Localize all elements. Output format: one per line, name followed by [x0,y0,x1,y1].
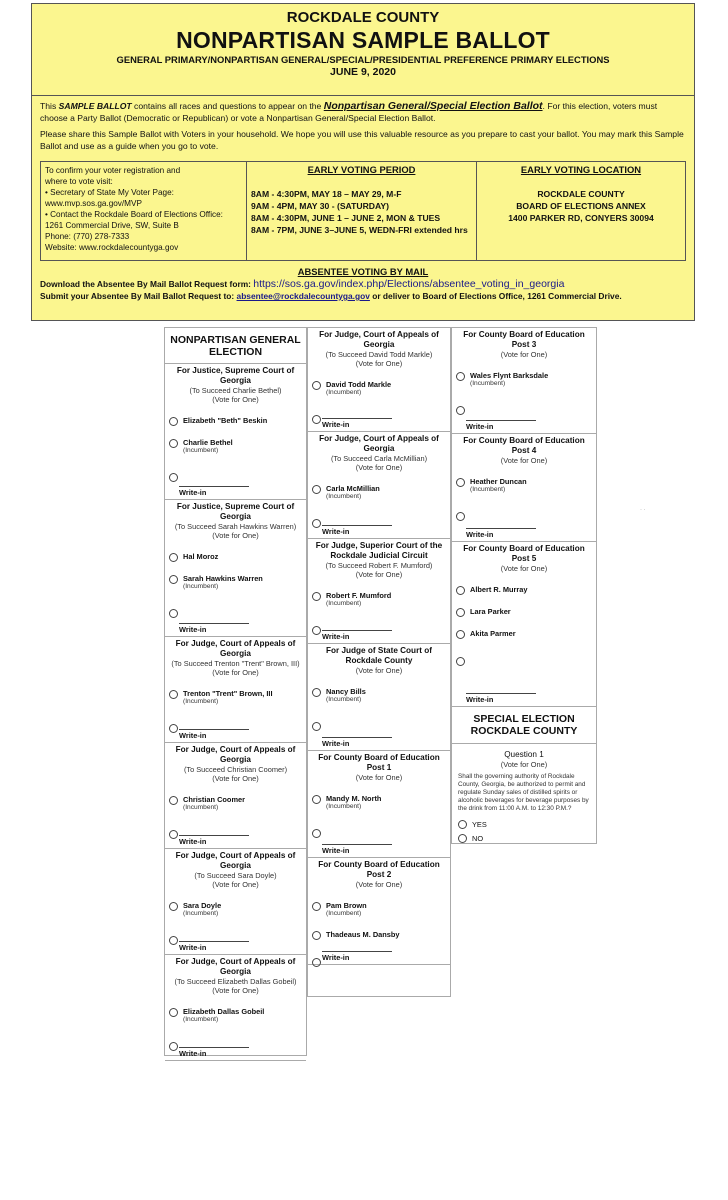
ballot-oval[interactable] [312,519,321,528]
candidate-option[interactable] [308,380,450,397]
vote-for-one: (Vote for One) [500,564,548,573]
incumbent-label: (Incumbent) [183,583,219,590]
race-contest [308,751,450,858]
intro-text-part: . For this election, voters must choose a Party Ballot (Democratic or Republican) or vote a Nonpartisan General/Special Election Ballot. [40,101,658,123]
candidate-option[interactable] [452,371,596,388]
race-header [165,364,306,404]
write-in-label: Write-in [179,486,249,497]
incumbent-label: (Incumbent) [326,600,362,607]
registration-info [41,162,247,260]
incumbent-label: (Incumbent) [326,910,362,917]
special-election-title: SPECIAL ELECTION ROCKDALE COUNTY [452,707,596,744]
early-voting-period-line: 8AM - 7PM, JUNE 3–JUNE 5, WEDN-FRI extended hrs [251,225,468,235]
ballot-column-3 [451,327,597,844]
vote-for-one: (Vote for One) [355,666,403,675]
race-contest [452,328,596,434]
candidate-option[interactable] [165,416,306,426]
registration-line: where to vote visit: [45,177,113,186]
race-header [452,328,596,359]
race-title: For Judge of State Court of Rockdale County [326,646,432,665]
race-contest [165,955,306,1061]
candidate-name: Elizabeth "Beth" Beskin [183,416,268,425]
candidate-text [183,438,233,455]
absentee-heading: ABSENTEE VOTING BY MAIL [297,266,429,277]
vote-for-one: (Vote for One) [212,395,259,404]
candidate-text [183,552,218,561]
race-succeed-note: (To Succeed Christian Coomer) [183,765,288,774]
race-succeed-note: (To Succeed Sara Doyle) [194,871,277,880]
race-list [165,364,306,1061]
race-title: For Judge, Court of Appeals of Georgia [175,745,296,764]
candidate-option[interactable] [165,552,306,562]
race-header [165,500,306,540]
write-in-label: Write-in [179,623,249,634]
section-title: NONPARTISAN GENERAL ELECTION [165,328,306,364]
ballot-column-2 [307,327,451,997]
registration-line: To confirm your voter registration and [45,166,181,175]
election-subtitle: GENERAL PRIMARY/NONPARTISAN GENERAL/SPECIAL/PRESIDENTIAL PREFERENCE PRIMARY ELECTIONS [116,54,610,65]
candidate-option[interactable] [452,607,596,617]
race-contest [165,364,306,500]
county-name: ROCKDALE COUNTY [286,9,440,26]
candidate-option[interactable] [165,795,306,812]
write-in-option[interactable] [165,605,306,623]
ballot-oval[interactable] [169,830,178,839]
candidate-name: Christian Coomer [183,795,246,804]
question-title: Question 1 [504,750,544,759]
race-header [308,328,450,368]
ballot-oval[interactable] [169,690,178,699]
vote-for-one: (Vote for One) [355,570,403,579]
candidate-name: Akita Parmer [470,629,516,638]
ballot-oval[interactable] [312,381,321,390]
incumbent-label: (Incumbent) [326,696,362,703]
race-header [165,637,306,677]
write-in-label: Write-in [322,844,392,855]
ballot-column-1 [164,327,307,1056]
ballot-oval[interactable] [312,795,321,804]
race-contest [165,743,306,849]
ballot-oval[interactable] [312,931,321,940]
ballot-oval[interactable] [458,834,467,843]
write-in-label: Write-in [179,835,249,846]
early-voting-period-heading: EARLY VOTING PERIOD [307,164,416,175]
race-title: For Judge, Court of Appeals of Georgia [175,639,296,658]
race-header [165,743,306,783]
candidate-text [470,585,528,594]
voter-info-table [40,161,686,261]
candidate-name: Carla McMillian [326,484,380,493]
ballot-oval[interactable] [169,724,178,733]
vote-for-one: (Vote for One) [500,456,548,465]
write-in-option[interactable] [308,718,450,736]
absentee-email-link[interactable]: absentee@rockdalecountyga.gov [236,291,370,301]
race-succeed-note: (To Succeed David Todd Markle) [325,350,433,359]
ballot-oval[interactable] [169,609,178,618]
intro-text-part: This [40,101,59,111]
vote-for-one: (Vote for One) [212,668,259,677]
candidate-text [183,689,273,706]
ballot-oval[interactable] [312,415,321,424]
candidate-option[interactable] [165,689,306,706]
race-contest [308,432,450,539]
absentee-submit-label: Submit your Absentee By Mail Ballot Request to: [40,291,237,301]
candidate-name: Trenton "Trent" Brown, III [183,689,273,698]
candidate-name: Elizabeth Dallas Gobeil [183,1007,265,1016]
intro-paragraph-2: Please share this Sample Ballot with Voters in your household. We hope you will use this valuable resource as you prepare to cast your ballot. You may mark this Sample Ballot and use as a guide when you go to vote. [40,129,684,151]
race-header [308,539,450,579]
write-in-label: Write-in [466,420,536,431]
candidate-name: Pam Brown [326,901,367,910]
yes-option[interactable] [452,819,596,829]
candidate-text [183,416,267,425]
candidate-name: Robert F. Mumford [326,591,392,600]
ballot-oval[interactable] [456,586,465,595]
write-in-label: Write-in [466,528,536,539]
early-voting-period-line: 8AM - 4:30PM, JUNE 1 – JUNE 2, MON & TUES [251,213,441,223]
registration-link[interactable]: Website: www.rockdalecountyga.gov [45,243,179,252]
write-in-option[interactable] [452,402,596,420]
candidate-name: Sarah Hawkins Warren [183,574,263,583]
question-text: Shall the governing authority of Rockdale County, Georgia, be authorized to permit and regulate Sunday sales of distilled spirits or alcoholic beverages for beverage purposes by the drink from 11:00 A.M. to 12:30 P.M.? [458,773,589,812]
race-succeed-note: (To Succeed Carla McMillian) [330,454,428,463]
race-header [308,751,450,782]
ballot-oval[interactable] [456,657,465,666]
registration-line: 1261 Commercial Drive, SW, Suite B [45,221,179,230]
candidate-option[interactable] [308,687,450,704]
early-voting-location-line: 1400 PARKER RD, CONYERS 30094 [508,213,654,223]
vote-for-one: (Vote for One) [212,531,259,540]
write-in-label: Write-in [322,737,392,748]
ballot-oval[interactable] [456,478,465,487]
race-header [165,955,306,995]
ballot-oval[interactable] [312,688,321,697]
no-option[interactable] [452,833,596,843]
candidate-name: Thadeaus M. Dansby [326,930,400,939]
write-in-label: Write-in [179,941,249,952]
vote-for-one: (Vote for One) [355,880,403,889]
incumbent-label: (Incumbent) [326,803,362,810]
candidate-text [326,591,391,608]
race-header [308,432,450,472]
no-label: NO [472,833,484,843]
race-title: For Justice, Supreme Court of Georgia [176,502,295,521]
write-in-option[interactable] [452,508,596,526]
registration-line: Phone: (770) 278-7333 [45,232,130,241]
race-contest [452,434,596,542]
absentee-download-link[interactable]: https://sos.ga.gov/index.php/Elections/absentee_voting_in_georgia [253,278,565,290]
candidate-option[interactable] [452,629,596,639]
race-title: For County Board of Education Post 1 [318,753,440,772]
vote-for-one: (Vote for One) [500,350,548,359]
race-header [452,434,596,465]
candidate-name: Heather Duncan [470,477,527,486]
write-in-label: Write-in [322,418,392,429]
candidate-option[interactable] [308,794,450,811]
candidate-option[interactable] [452,585,596,595]
candidate-text [326,484,380,501]
incumbent-label: (Incumbent) [183,1016,219,1023]
candidate-text [470,477,527,494]
ballot-oval[interactable] [169,936,178,945]
candidate-option[interactable] [308,591,450,608]
write-in-label: Write-in [322,525,392,536]
write-in-option[interactable] [165,469,306,487]
write-in-label: Write-in [179,1047,249,1058]
candidate-option[interactable] [165,438,306,455]
candidate-text [183,795,245,812]
candidate-text [326,794,381,811]
registration-line: • Contact the Rockdale Board of Elections Office: [45,210,223,219]
race-title: For Judge, Court of Appeals of Georgia [319,330,439,349]
ballot-oval[interactable] [169,1042,178,1051]
candidate-text [326,687,366,704]
write-in-label: Write-in [322,630,392,641]
question-header [452,744,596,769]
ballot-oval[interactable] [312,626,321,635]
absentee-info [40,266,686,302]
write-in-label: Write-in [179,729,249,740]
ballot-oval[interactable] [169,575,178,584]
candidate-name: Hal Moroz [183,552,219,561]
race-header [308,644,450,675]
candidate-option[interactable] [165,574,306,591]
absentee-download-line [40,278,686,290]
write-in-label: Write-in [466,693,536,704]
race-list [452,328,596,707]
candidate-option[interactable] [308,901,450,918]
registration-link[interactable]: www.mvp.sos.ga.gov/MVP [45,199,142,208]
ballot-oval[interactable] [458,820,467,829]
registration-line: • Secretary of State My Voter Page: [45,188,174,197]
race-contest [165,637,306,743]
race-succeed-note: (To Succeed Charlie Bethel) [189,386,282,395]
early-voting-period-line: 8AM - 4:30PM, MAY 18 – MAY 29, M-F [251,189,402,199]
ballot-oval[interactable] [456,630,465,639]
ballot-oval[interactable] [169,796,178,805]
ballot-oval[interactable] [312,485,321,494]
ballot-oval[interactable] [456,512,465,521]
ballot-oval[interactable] [312,722,321,731]
race-contest [165,849,306,955]
candidate-text [326,901,367,918]
race-title: For Judge, Court of Appeals of Georgia [175,851,296,870]
early-voting-period [247,162,477,260]
page-title: NONPARTISAN SAMPLE BALLOT [176,27,550,53]
ballot-oval[interactable] [456,608,465,617]
candidate-text [326,930,400,939]
candidate-text [183,901,221,918]
candidate-name: Charlie Bethel [183,438,233,447]
ballot-oval[interactable] [312,592,321,601]
race-contest [308,858,450,965]
early-voting-location-line: BOARD OF ELECTIONS ANNEX [516,201,646,211]
intro-ballot-type: Nonpartisan General/Special Election Ballot [323,100,543,112]
race-header [308,858,450,889]
early-voting-location-line: ROCKDALE COUNTY [537,189,625,199]
race-title: For Judge, Court of Appeals of Georgia [175,957,296,976]
ballot-oval[interactable] [456,372,465,381]
special-question [452,744,596,843]
write-in-option[interactable] [452,653,596,671]
ballot-oval[interactable] [169,553,178,562]
race-title: For County Board of Education Post 4 [463,436,585,455]
absentee-submit-line [40,290,686,302]
absentee-submit-tail: or deliver to Board of Elections Office, 1261 Commercial Drive. [369,291,622,301]
vote-for-one: (Vote for One) [355,773,403,782]
candidate-option[interactable] [165,901,306,918]
race-contest [165,500,306,637]
vote-for-one: (Vote for One) [212,986,259,995]
header-title-block [32,4,694,96]
intro-sample-ballot: SAMPLE BALLOT [58,101,132,111]
incumbent-label: (Incumbent) [470,380,506,387]
candidate-option[interactable] [308,930,450,940]
incumbent-label: (Incumbent) [326,493,362,500]
intro-paragraph-1 [40,101,686,124]
candidate-name: Wales Flynt Barksdale [470,371,549,380]
write-in-label: Write-in [322,951,392,962]
vote-for-one: (Vote for One) [355,359,403,368]
candidate-name: David Todd Markle [326,380,392,389]
race-title: For County Board of Education Post 2 [318,860,440,879]
ballot-info-header [31,3,695,321]
scan-speck: · · [640,507,646,513]
race-succeed-note: (To Succeed Elizabeth Dallas Gobeil) [174,977,297,986]
intro-text [32,96,694,152]
vote-for-one: (Vote for One) [212,880,259,889]
vote-for-one: (Vote for One) [212,774,259,783]
race-header [165,849,306,889]
candidate-option[interactable] [165,1007,306,1024]
early-voting-location-heading: EARLY VOTING LOCATION [520,164,642,175]
incumbent-label: (Incumbent) [470,486,506,493]
candidate-name: Sara Doyle [183,901,222,910]
race-title: For County Board of Education Post 5 [463,544,585,563]
race-succeed-note: (To Succeed Sarah Hawkins Warren) [174,522,297,531]
ballot-oval[interactable] [312,958,321,967]
candidate-text [470,629,516,638]
race-contest [308,539,450,644]
race-succeed-note: (To Succeed Trenton "Trent" Brown, III) [171,659,300,668]
candidate-text [326,380,391,397]
ballot-oval[interactable] [169,902,178,911]
race-contest [308,328,450,432]
race-title: For Justice, Supreme Court of Georgia [176,366,295,385]
vote-for-one: (Vote for One) [355,463,403,472]
ballot-oval[interactable] [169,417,178,426]
race-succeed-note: (To Succeed Robert F. Mumford) [325,561,433,570]
incumbent-label: (Incumbent) [183,910,219,917]
ballot-oval[interactable] [456,406,465,415]
race-contest [452,542,596,707]
candidate-option[interactable] [452,477,596,494]
race-title: For Judge, Superior Court of the Rockdale Judicial Circuit [315,541,443,560]
ballot-oval[interactable] [169,1008,178,1017]
race-header [452,542,596,573]
incumbent-label: (Incumbent) [183,804,219,811]
yes-label: YES [472,819,487,829]
incumbent-label: (Incumbent) [183,447,219,454]
intro-text-part: contains all races and questions to appear on the [131,101,324,111]
incumbent-label: (Incumbent) [326,389,362,396]
election-date: JUNE 9, 2020 [330,66,396,78]
ballot-oval[interactable] [312,902,321,911]
write-in-option[interactable] [308,825,450,843]
absentee-download-label: Download the Absentee By Mail Ballot Request form: [40,279,254,289]
incumbent-label: (Incumbent) [183,698,219,705]
candidate-name: Albert R. Murray [470,585,528,594]
candidate-text [470,607,511,616]
candidate-text [470,371,548,388]
ballot-oval[interactable] [169,439,178,448]
vote-for-one: (Vote for One) [500,760,548,769]
early-voting-location [477,162,685,260]
ballot-oval[interactable] [169,473,178,482]
candidate-option[interactable] [308,484,450,501]
candidate-text [183,1007,264,1024]
candidate-name: Mandy M. North [326,794,382,803]
race-list [308,328,450,965]
early-voting-period-line: 9AM - 4PM, MAY 30 - (SATURDAY) [251,201,390,211]
candidate-name: Nancy Bills [326,687,366,696]
race-contest [308,644,450,751]
race-title: For Judge, Court of Appeals of Georgia [319,434,439,453]
ballot-oval[interactable] [312,829,321,838]
race-title: For County Board of Education Post 3 [463,330,585,349]
candidate-text [183,574,263,591]
candidate-name: Lara Parker [470,607,511,616]
